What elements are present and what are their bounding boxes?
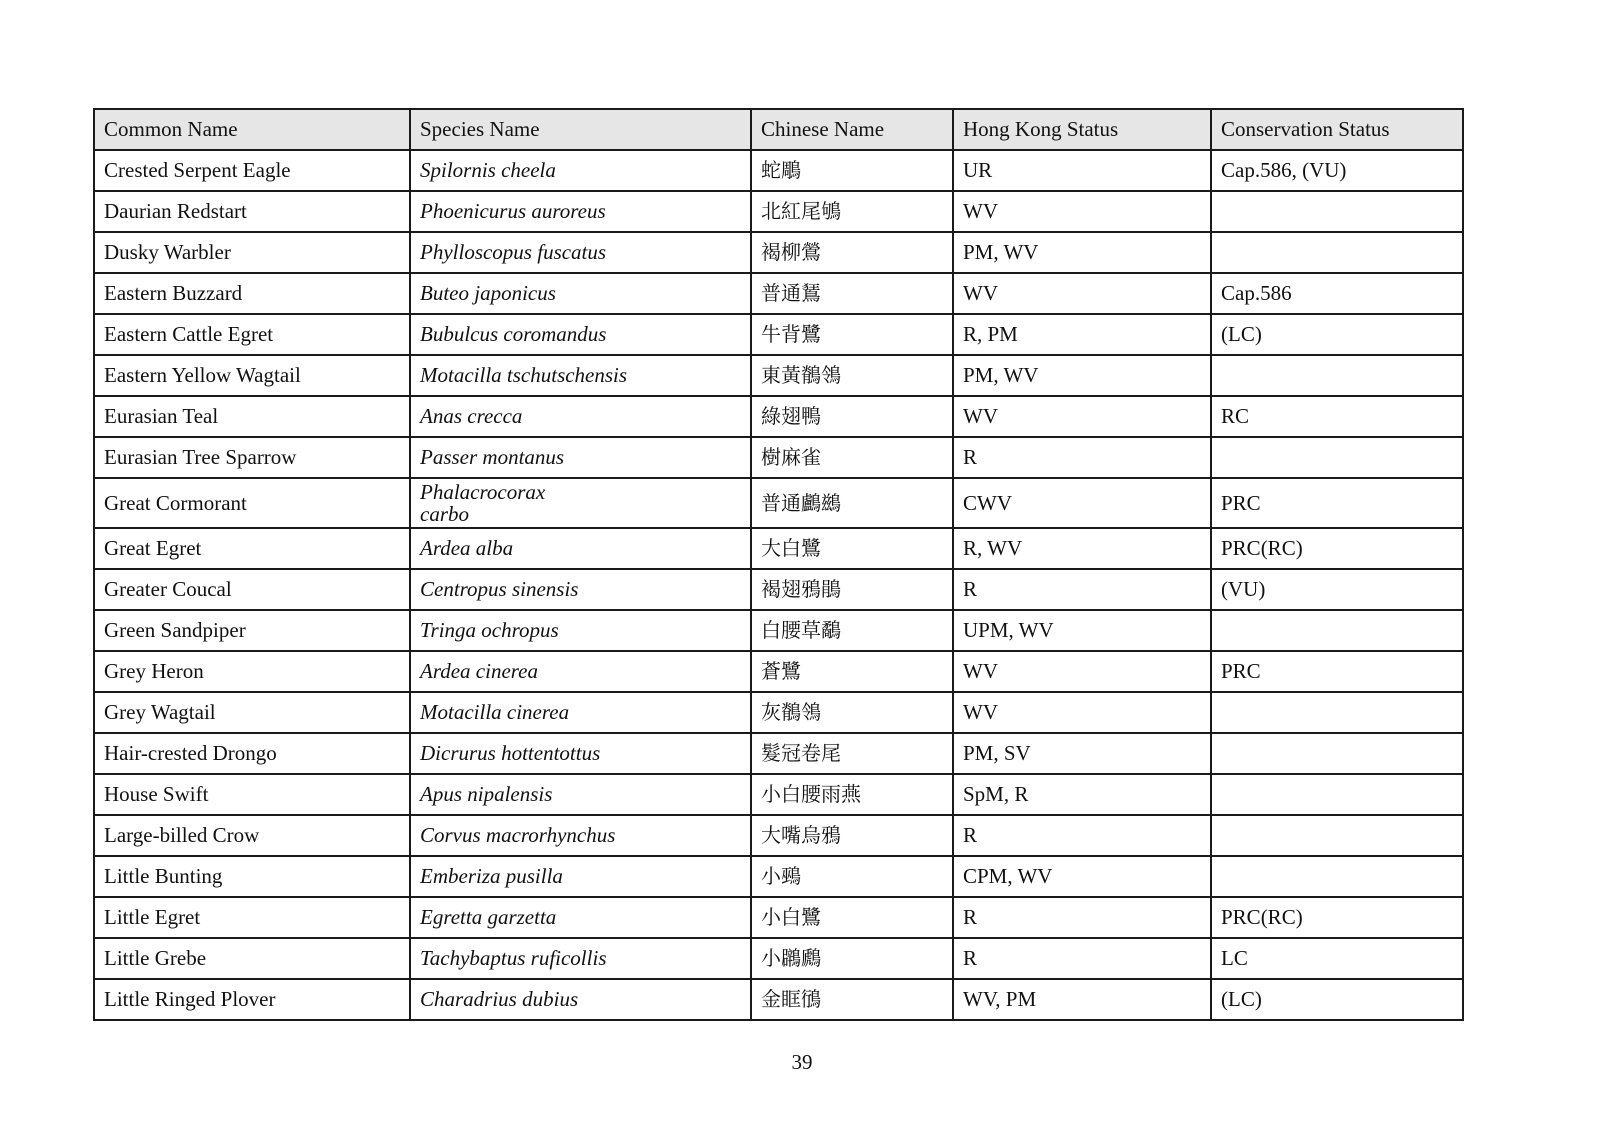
chinese-name-cell: 普通鵟	[751, 273, 953, 314]
table-row	[94, 692, 1463, 733]
conservation-status-cell	[1211, 355, 1463, 396]
species-name-cell	[410, 478, 751, 528]
conservation-status-cell: Cap.586, (VU)	[1211, 150, 1463, 191]
conservation-status-cell: (LC)	[1211, 314, 1463, 355]
conservation-status-cell: PRC	[1211, 651, 1463, 692]
conservation-status-cell	[1211, 610, 1463, 651]
chinese-name-cell: 大嘴烏鴉	[751, 815, 953, 856]
chinese-name-cell: 褐柳鶯	[751, 232, 953, 273]
common-name-cell: Little Bunting	[94, 856, 410, 897]
table-row	[94, 355, 1463, 396]
table-body	[94, 150, 1463, 1020]
common-name-cell: Eastern Cattle Egret	[94, 314, 410, 355]
chinese-name-cell: 樹麻雀	[751, 437, 953, 478]
chinese-name-cell: 大白鷺	[751, 528, 953, 569]
common-name-cell: Eastern Buzzard	[94, 273, 410, 314]
conservation-status-cell: (VU)	[1211, 569, 1463, 610]
conservation-status-cell	[1211, 774, 1463, 815]
chinese-name-cell: 蛇鵰	[751, 150, 953, 191]
hong-kong-status-cell: R	[953, 938, 1211, 979]
conservation-status-cell	[1211, 191, 1463, 232]
species-name-cell: Centropus sinensis	[410, 569, 751, 610]
page-number: 39	[791, 1050, 813, 1074]
table-row	[94, 610, 1463, 651]
hong-kong-status-cell: WV	[953, 692, 1211, 733]
header-hong-kong-status: Hong Kong Status	[953, 109, 1211, 150]
header-row	[94, 109, 1463, 150]
conservation-status-cell	[1211, 437, 1463, 478]
table-row	[94, 478, 1463, 528]
table-row	[94, 191, 1463, 232]
conservation-status-cell	[1211, 733, 1463, 774]
hong-kong-status-cell: WV	[953, 273, 1211, 314]
species-name-cell: Ardea alba	[410, 528, 751, 569]
hong-kong-status-cell: WV	[953, 651, 1211, 692]
species-name-cell: Ardea cinerea	[410, 651, 751, 692]
common-name-cell: Little Egret	[94, 897, 410, 938]
table-row	[94, 528, 1463, 569]
header-conservation-status: Conservation Status	[1211, 109, 1463, 150]
common-name-cell: Grey Wagtail	[94, 692, 410, 733]
table-row	[94, 314, 1463, 355]
common-name-cell: Green Sandpiper	[94, 610, 410, 651]
header-common-name: Common Name	[94, 109, 410, 150]
conservation-status-cell	[1211, 232, 1463, 273]
conservation-status-cell	[1211, 815, 1463, 856]
common-name-cell: Great Egret	[94, 528, 410, 569]
table-row	[94, 651, 1463, 692]
hong-kong-status-cell: UPM, WV	[953, 610, 1211, 651]
conservation-status-cell: PRC(RC)	[1211, 897, 1463, 938]
chinese-name-cell: 牛背鷺	[751, 314, 953, 355]
common-name-cell: Hair-crested Drongo	[94, 733, 410, 774]
chinese-name-cell: 小白鷺	[751, 897, 953, 938]
hong-kong-status-cell: PM, WV	[953, 355, 1211, 396]
common-name-cell: Daurian Redstart	[94, 191, 410, 232]
conservation-status-cell	[1211, 856, 1463, 897]
common-name-cell: Dusky Warbler	[94, 232, 410, 273]
common-name-cell: Large-billed Crow	[94, 815, 410, 856]
hong-kong-status-cell: R	[953, 815, 1211, 856]
table-row	[94, 856, 1463, 897]
hong-kong-status-cell: WV, PM	[953, 979, 1211, 1020]
species-name-cell: Anas crecca	[410, 396, 751, 437]
hong-kong-status-cell: CWV	[953, 478, 1211, 528]
chinese-name-cell: 普通鸕鷀	[751, 478, 953, 528]
chinese-name-cell: 小鵐	[751, 856, 953, 897]
chinese-name-cell: 褐翅鴉鵑	[751, 569, 953, 610]
table-row	[94, 437, 1463, 478]
common-name-cell: Eurasian Teal	[94, 396, 410, 437]
table-row	[94, 897, 1463, 938]
conservation-status-cell: RC	[1211, 396, 1463, 437]
species-name-cell: Motacilla tschutschensis	[410, 355, 751, 396]
species-name-text: Phalacrocorax carbo	[420, 479, 546, 526]
chinese-name-cell: 東黃鶺鴒	[751, 355, 953, 396]
table-row	[94, 273, 1463, 314]
chinese-name-cell: 灰鶺鴒	[751, 692, 953, 733]
species-name-cell: Corvus macrorhynchus	[410, 815, 751, 856]
common-name-cell: Eurasian Tree Sparrow	[94, 437, 410, 478]
species-name-cell: Tringa ochropus	[410, 610, 751, 651]
table-row	[94, 232, 1463, 273]
hong-kong-status-cell: R	[953, 569, 1211, 610]
table-row	[94, 815, 1463, 856]
table-row	[94, 938, 1463, 979]
table-row	[94, 150, 1463, 191]
species-name-cell: Bubulcus coromandus	[410, 314, 751, 355]
chinese-name-cell: 小白腰雨燕	[751, 774, 953, 815]
conservation-status-cell: Cap.586	[1211, 273, 1463, 314]
hong-kong-status-cell: R, WV	[953, 528, 1211, 569]
hong-kong-status-cell: PM, WV	[953, 232, 1211, 273]
species-name-cell: Motacilla cinerea	[410, 692, 751, 733]
hong-kong-status-cell: CPM, WV	[953, 856, 1211, 897]
conservation-status-cell: PRC(RC)	[1211, 528, 1463, 569]
common-name-cell: House Swift	[94, 774, 410, 815]
hong-kong-status-cell: WV	[953, 396, 1211, 437]
conservation-status-cell	[1211, 692, 1463, 733]
hong-kong-status-cell: R	[953, 437, 1211, 478]
common-name-cell: Crested Serpent Eagle	[94, 150, 410, 191]
species-name-cell: Apus nipalensis	[410, 774, 751, 815]
species-name-cell: Phoenicurus auroreus	[410, 191, 751, 232]
chinese-name-cell: 蒼鷺	[751, 651, 953, 692]
table-header	[94, 109, 1463, 150]
conservation-status-cell: LC	[1211, 938, 1463, 979]
common-name-cell: Little Grebe	[94, 938, 410, 979]
common-name-cell: Grey Heron	[94, 651, 410, 692]
header-chinese-name: Chinese Name	[751, 109, 953, 150]
chinese-name-cell: 北紅尾鴝	[751, 191, 953, 232]
species-name-cell: Emberiza pusilla	[410, 856, 751, 897]
chinese-name-cell: 白腰草鷸	[751, 610, 953, 651]
common-name-cell: Great Cormorant	[94, 478, 410, 528]
species-table	[93, 108, 1464, 1021]
chinese-name-cell: 綠翅鴨	[751, 396, 953, 437]
header-species-name: Species Name	[410, 109, 751, 150]
common-name-cell: Eastern Yellow Wagtail	[94, 355, 410, 396]
hong-kong-status-cell: R, PM	[953, 314, 1211, 355]
table-row	[94, 774, 1463, 815]
chinese-name-cell: 小鸊鷉	[751, 938, 953, 979]
chinese-name-cell: 金眶鴴	[751, 979, 953, 1020]
table-row	[94, 733, 1463, 774]
species-name-cell: Charadrius dubius	[410, 979, 751, 1020]
hong-kong-status-cell: SpM, R	[953, 774, 1211, 815]
table-row	[94, 979, 1463, 1020]
species-name-cell: Spilornis cheela	[410, 150, 751, 191]
hong-kong-status-cell: WV	[953, 191, 1211, 232]
conservation-status-cell: (LC)	[1211, 979, 1463, 1020]
species-name-cell: Phylloscopus fuscatus	[410, 232, 751, 273]
species-name-cell: Egretta garzetta	[410, 897, 751, 938]
common-name-cell: Little Ringed Plover	[94, 979, 410, 1020]
hong-kong-status-cell: R	[953, 897, 1211, 938]
hong-kong-status-cell: UR	[953, 150, 1211, 191]
species-name-cell: Dicrurus hottentottus	[410, 733, 751, 774]
species-name-cell: Buteo japonicus	[410, 273, 751, 314]
common-name-cell: Greater Coucal	[94, 569, 410, 610]
table-row	[94, 396, 1463, 437]
chinese-name-cell: 髮冠卷尾	[751, 733, 953, 774]
hong-kong-status-cell: PM, SV	[953, 733, 1211, 774]
species-name-cell: Tachybaptus ruficollis	[410, 938, 751, 979]
conservation-status-cell: PRC	[1211, 478, 1463, 528]
species-name-cell: Passer montanus	[410, 437, 751, 478]
table-row	[94, 569, 1463, 610]
